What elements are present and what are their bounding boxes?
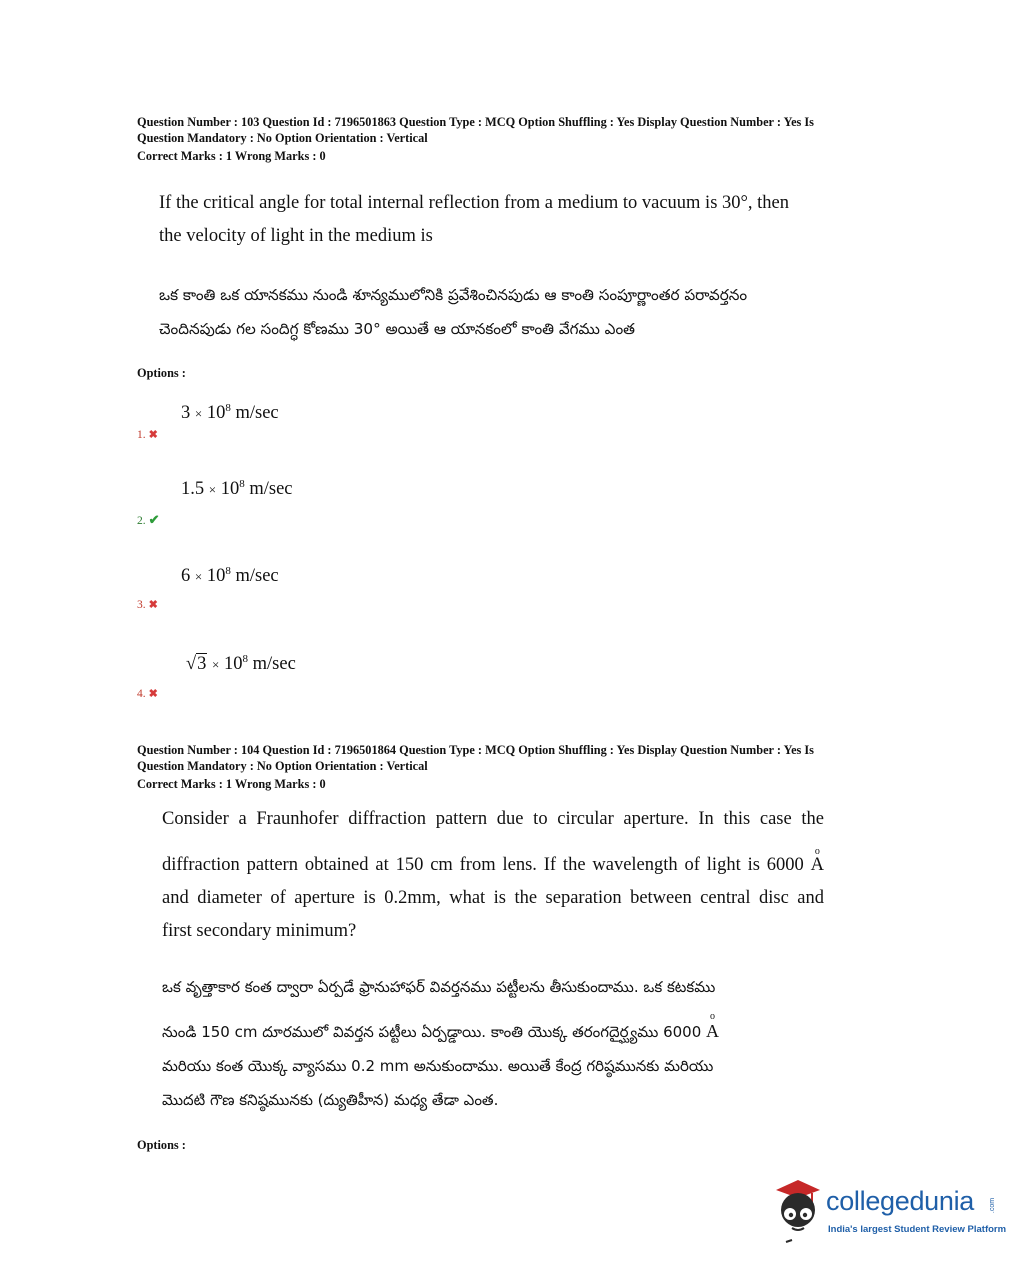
checkmark-icon: ✔ <box>148 512 160 527</box>
q103-question-en-line2: the velocity of light in the medium is <box>159 226 433 246</box>
q103-option-3-text[interactable] <box>181 565 279 587</box>
sqrt-symbol: √3 <box>186 654 207 675</box>
option-times: × <box>194 406 203 422</box>
q103-meta-line2: Question Mandatory : No Option Orientation : Vertical <box>137 131 428 145</box>
q104-question-en-line1: Consider a Fraunhofer diffraction pattern due to circular aperture. In this case the <box>162 809 824 829</box>
option-coef: 6 <box>181 566 191 587</box>
option-coef: 3 <box>181 403 191 424</box>
q103-option-2-marker <box>137 512 160 528</box>
option-coef: 1.5 <box>181 479 205 500</box>
option-number: 4. <box>137 688 146 700</box>
q103-option-4-marker <box>137 687 158 700</box>
angstrom-symbol <box>810 846 824 882</box>
q103-meta <box>137 114 867 164</box>
angstrom-ring: o <box>814 846 820 857</box>
q103-meta-line1: Question Number : 103 Question Id : 7196501863 Question Type : MCQ Option Shuffling : Yes Display Question Number : Yes Is <box>137 115 814 129</box>
q104-question-te-line2-wrap <box>162 1011 827 1049</box>
q104-question-te-line4: మొదటి గౌణ కనిష్ఠమునకు (ద్యుతిహీన) మధ్య తేడా ఎంత. <box>162 1091 499 1109</box>
wrong-icon: ✖ <box>148 599 158 611</box>
q104-question-en-line4: first secondary minimum? <box>162 921 357 941</box>
option-number: 3. <box>137 599 146 611</box>
q103-question-en-line1: If the critical angle for total internal reflection from a medium to vacuum is 30°, then <box>159 193 790 213</box>
logo-com: .com <box>989 1197 997 1214</box>
option-exp: 8 <box>225 402 231 414</box>
q104-question-te-line2: నుండి 150 cm దూరములో వివర్తన పట్టీలు ఏర్పడ్డాయి. కాంతి యొక్క తరంగదైర్ఘ్యము 6000 <box>162 1023 702 1041</box>
angstrom-ring: o <box>710 1011 716 1022</box>
q104-question-en-line2: diffraction pattern obtained at 150 cm from lens. If the wavelength of light is 6000 <box>162 855 804 875</box>
option-exp: 8 <box>239 478 245 490</box>
option-base: 10 <box>206 566 226 587</box>
q104-question-te <box>162 970 827 1117</box>
option-coef: 3 <box>197 654 207 675</box>
q103-option-2-text[interactable] <box>181 478 293 500</box>
option-number: 1. <box>137 429 146 441</box>
q104-meta-line3: Correct Marks : 1 Wrong Marks : 0 <box>137 777 326 791</box>
option-unit: m/sec <box>252 654 296 675</box>
q103-option-4-text[interactable] <box>186 653 296 675</box>
q104-meta-line2: Question Mandatory : No Option Orientation : Vertical <box>137 759 428 773</box>
q103-question-en <box>159 187 824 253</box>
option-base: 10 <box>220 479 240 500</box>
option-unit: m/sec <box>235 403 279 424</box>
option-exp: 8 <box>225 565 231 577</box>
q103-question-te <box>159 278 829 346</box>
q103-option-1-text[interactable] <box>181 402 279 424</box>
q104-question-te-line1: ఒక వృత్తాకార కంత ద్వారా ఏర్పడే ఫ్రానుహాఫర్ వివర్తనము పట్టీలను తీసుకుందాము. ఒక కటకము <box>162 978 716 996</box>
q104-question-en <box>162 803 824 948</box>
q103-question-te-line1: ఒక కాంతి ఒక యానకము నుండి శూన్యములోనికి ప్రవేశించినపుడు ఆ కాంతి సంపూర్ణాంతర పరావర్తనం <box>159 286 748 304</box>
q103-options-label: Options : <box>137 366 186 380</box>
q104-meta <box>137 742 867 792</box>
angstrom-letter: A <box>706 1021 720 1041</box>
option-times: × <box>194 569 203 585</box>
option-unit: m/sec <box>235 566 279 587</box>
option-base: 10 <box>206 403 226 424</box>
q104-meta-line1: Question Number : 104 Question Id : 7196501864 Question Type : MCQ Option Shuffling : Yes Display Question Number : Yes Is <box>137 743 814 757</box>
angstrom-letter: A <box>810 855 824 875</box>
collegedunia-logo <box>768 1176 1007 1246</box>
wrong-icon: ✖ <box>148 429 158 441</box>
option-unit: m/sec <box>249 479 293 500</box>
logo-name: collegedunia <box>826 1186 975 1216</box>
q104-question-en-line3: and diameter of aperture is 0.2mm, what is the separation between central disc and <box>162 888 824 908</box>
q103-meta-line3: Correct Marks : 1 Wrong Marks : 0 <box>137 149 326 163</box>
option-base: 10 <box>224 654 243 675</box>
q104-options-label: Options : <box>137 1138 186 1152</box>
q103-option-3-marker <box>137 598 158 611</box>
angstrom-symbol <box>706 1011 720 1048</box>
mascot-icon <box>768 1176 828 1246</box>
q104-question-te-line3: మరియు కంత యొక్క వ్యాసము 0.2 mm అనుకుందాము. అయితే కేంద్ర గరిష్ఠమునకు మరియు <box>162 1057 714 1075</box>
option-times: × <box>212 657 220 673</box>
option-exp: 8 <box>242 653 248 665</box>
option-number: 2. <box>137 515 146 527</box>
q104-question-en-line2-wrap <box>162 846 824 882</box>
logo-tagline: India's largest Student Review Platform <box>828 1224 1007 1235</box>
wrong-icon: ✖ <box>148 688 158 700</box>
option-times: × <box>208 482 217 498</box>
q103-option-1-marker <box>137 428 158 441</box>
q103-question-te-line2: చెందినపుడు గల సందిగ్ధ కోణము 30° అయితే ఆ యానకంలో కాంతి వేగము ఎంత <box>159 320 635 338</box>
